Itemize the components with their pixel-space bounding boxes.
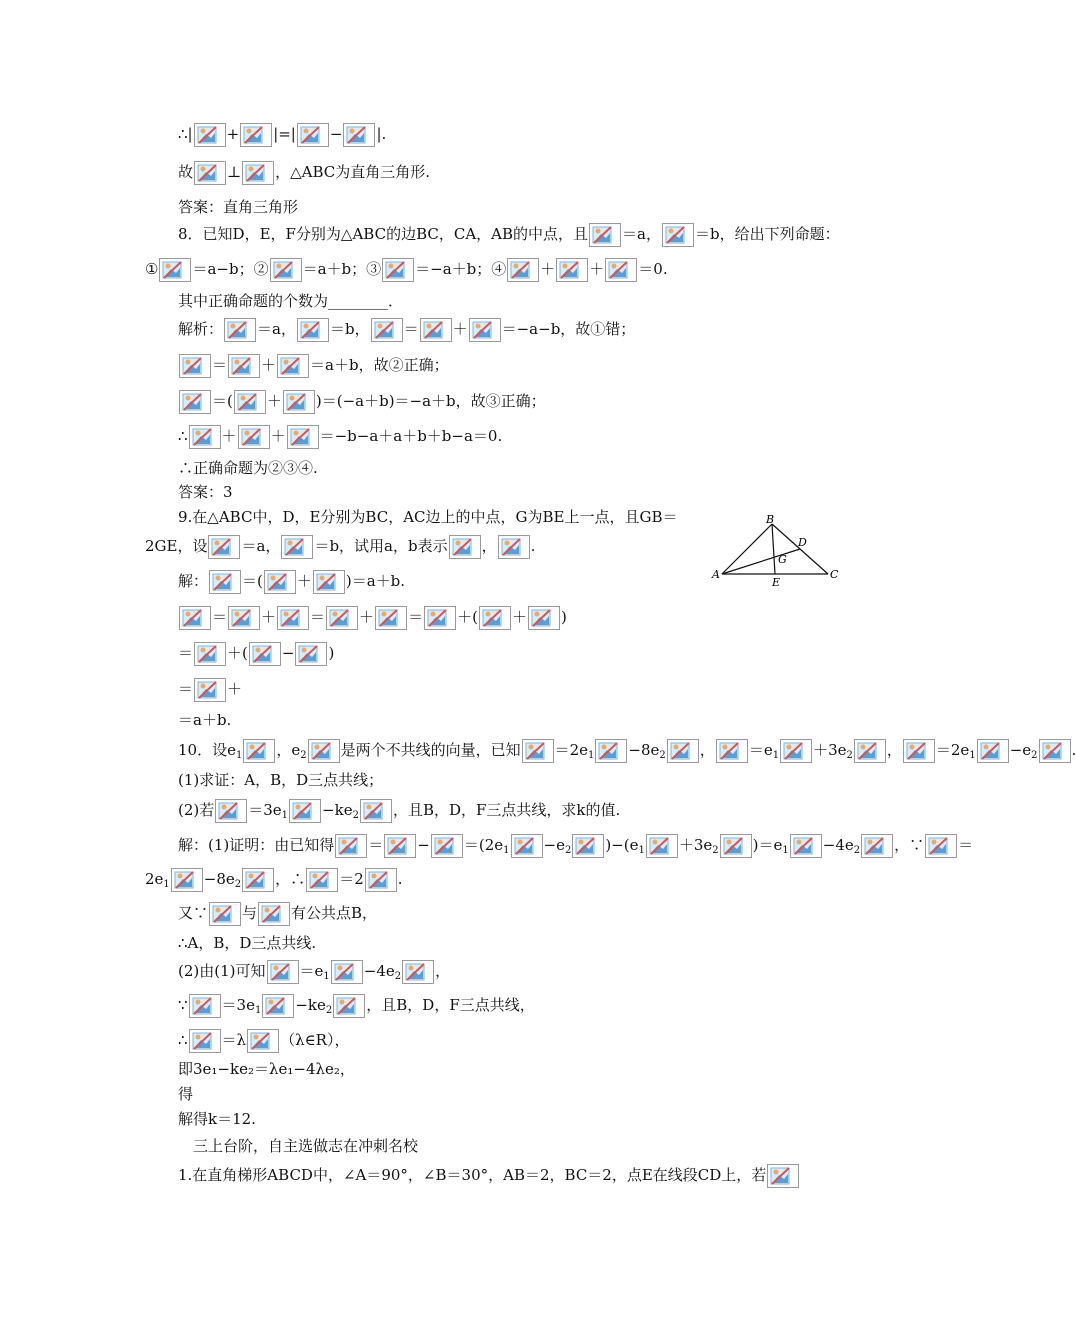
text-segment: . (1071, 741, 1076, 759)
broken-image-icon (420, 318, 452, 342)
text-segment: 2e (145, 870, 164, 888)
broken-image-icon (179, 390, 211, 414)
text-segment: ＝−a＋b；④ (415, 260, 507, 278)
text-segment: ＝ (310, 608, 326, 626)
broken-image-icon (209, 570, 241, 594)
text-segment: ∴| (178, 125, 193, 143)
text-segment: ＝e (299, 962, 324, 980)
broken-image-icon (189, 1029, 221, 1053)
subscript: 1 (782, 845, 789, 856)
text-segment: 答案：直角三角形 (178, 198, 299, 216)
broken-image-icon (326, 606, 358, 630)
broken-image-icon (667, 739, 699, 763)
text-segment: )＝(−a＋b)＝−a＋b，故③正确； (315, 392, 546, 410)
subscript: 1 (254, 1005, 262, 1016)
text-line-l10 (178, 423, 502, 449)
text-segment: ＝ (212, 356, 228, 374)
text-segment: |=| (273, 125, 296, 143)
label-b: B (766, 513, 775, 526)
broken-image-icon (365, 868, 397, 892)
text-segment: ＝a， (241, 537, 281, 555)
text-line-l8 (178, 352, 449, 378)
broken-image-icon (716, 739, 748, 763)
broken-image-icon (189, 994, 221, 1018)
text-segment: ，∵ (894, 836, 925, 854)
broken-image-icon (228, 354, 260, 378)
text-segment: 三上台阶，自主选做志在冲刺名校 (193, 1137, 419, 1155)
broken-image-icon (242, 868, 274, 892)
broken-image-icon (228, 606, 260, 630)
text-segment: |. (376, 125, 387, 143)
text-line-l23 (178, 832, 973, 858)
text-segment: ＝3e (221, 996, 255, 1014)
text-segment: ＋ (227, 680, 243, 698)
broken-image-icon (343, 123, 375, 147)
text-segment: ＝3e (248, 801, 282, 819)
broken-image-icon (595, 739, 627, 763)
broken-image-icon (1039, 739, 1071, 763)
broken-image-icon (925, 834, 957, 858)
broken-image-icon (224, 318, 256, 342)
text-segment: ＝−b−a＋a＋b＋b−a＝0. (319, 427, 503, 445)
text-segment: )＝e (752, 836, 783, 854)
broken-image-icon (289, 799, 321, 823)
broken-image-icon (790, 834, 822, 858)
subscript: 1 (163, 879, 170, 890)
text-line-l13 (178, 504, 678, 530)
subscript: 2 (659, 750, 666, 761)
broken-image-icon (243, 739, 275, 763)
broken-image-icon (159, 258, 191, 282)
text-segment: 即3e₁−ke₂＝λe₁−4λe₂， (178, 1060, 355, 1078)
broken-image-icon (194, 678, 226, 702)
text-segment: ＝b， (329, 320, 370, 338)
broken-image-icon (469, 318, 501, 342)
text-segment: ，△ABC为直角三角形. (275, 163, 431, 181)
text-segment: 故 (178, 163, 194, 181)
text-segment: ＝a， (622, 225, 661, 243)
broken-image-icon (179, 354, 211, 378)
text-segment: −ke (295, 996, 326, 1014)
text-segment: ，e (276, 741, 301, 759)
text-segment: ＋3e (813, 741, 847, 759)
text-segment: ＋ (296, 572, 312, 590)
broken-image-icon (234, 390, 266, 414)
subscript: 2 (1031, 750, 1038, 761)
text-segment: ＝a， (257, 320, 296, 338)
text-line-l18 (178, 676, 242, 702)
broken-image-icon (589, 223, 621, 247)
text-segment: 10．设e (178, 741, 236, 759)
broken-image-icon (270, 258, 302, 282)
label-d: D (798, 536, 807, 549)
text-line-l2 (178, 159, 430, 185)
text-line-l24 (145, 866, 403, 892)
text-segment: ＝0. (638, 260, 668, 278)
text-segment: 又∵ (178, 904, 209, 922)
text-line-l6 (178, 288, 403, 314)
broken-image-icon (277, 606, 309, 630)
text-segment: 解：(1)证明：由已知得 (178, 836, 335, 854)
text-segment: ＝λ (221, 1031, 247, 1049)
text-segment: ∴正确命题为②③④. (178, 459, 318, 477)
broken-image-icon (281, 535, 313, 559)
subscript: 1 (235, 750, 243, 761)
text-segment: 解析： (178, 320, 224, 338)
broken-image-icon (861, 834, 893, 858)
text-line-l28 (178, 992, 535, 1018)
text-segment: −8e (203, 870, 235, 888)
text-segment: −4e (363, 962, 395, 980)
subscript: 2 (352, 810, 359, 821)
text-segment: ∴A，B，D三点共线. (178, 934, 317, 952)
text-segment: ＝ (178, 644, 194, 662)
text-segment: + (226, 125, 240, 143)
text-segment: ， (886, 741, 902, 759)
text-segment: ＋ (511, 608, 527, 626)
text-segment: ＝2 (339, 870, 364, 888)
text-segment: (2)由(1)可知 (178, 962, 266, 980)
broken-image-icon (283, 390, 315, 414)
broken-image-icon (767, 1164, 799, 1188)
text-segment: ＋ (359, 608, 375, 626)
broken-image-icon (194, 123, 226, 147)
broken-image-icon (240, 123, 272, 147)
text-segment: 8．已知D，E，F分别为△ABC的边BC，CA，AB的中点，且 (178, 225, 589, 243)
text-segment: ， (435, 962, 451, 980)
subscript: 2 (234, 879, 242, 890)
broken-image-icon (646, 834, 678, 858)
broken-image-icon (854, 739, 886, 763)
broken-image-icon (331, 960, 363, 984)
text-segment: ＝ (368, 836, 384, 854)
broken-image-icon (194, 161, 226, 185)
text-line-l11 (178, 455, 318, 481)
text-segment: ＝2e (554, 741, 589, 759)
broken-image-icon (295, 642, 327, 666)
text-line-l15 (178, 568, 405, 594)
broken-image-icon (215, 799, 247, 823)
subscript: 2 (853, 845, 861, 856)
text-segment: 其中正确命题的个数为________． (178, 292, 404, 310)
broken-image-icon (264, 570, 296, 594)
broken-image-icon (247, 1029, 279, 1053)
broken-image-icon (977, 739, 1009, 763)
text-line-l22 (178, 797, 620, 823)
text-segment: ＝(2e (463, 836, 504, 854)
broken-image-icon (402, 960, 434, 984)
broken-image-icon (498, 535, 530, 559)
text-segment: 9.在△ABC中，D，E分别为BC，AC边上的中点，G为BE上一点，且GB＝ (178, 508, 678, 526)
subscript: 2 (846, 750, 853, 761)
text-line-l21 (178, 767, 383, 793)
text-segment: −8e (628, 741, 660, 759)
broken-image-icon (208, 535, 240, 559)
broken-image-icon (720, 834, 752, 858)
text-segment: ＋ (540, 260, 556, 278)
text-line-l4a (178, 221, 840, 247)
text-segment: ＝−a−b，故①错； (501, 320, 636, 338)
text-segment: ，且B，D，F三点共线，求k的值. (392, 801, 621, 819)
text-segment: )＝a＋b. (345, 572, 406, 590)
triangle-figure (712, 512, 842, 590)
text-line-l14 (145, 533, 535, 559)
broken-image-icon (780, 739, 812, 763)
broken-image-icon (556, 258, 588, 282)
text-segment: ＝ (212, 608, 228, 626)
broken-image-icon (267, 960, 299, 984)
text-segment: ＋ (261, 608, 277, 626)
text-segment: 得 (178, 1085, 194, 1103)
text-line-l17 (178, 640, 334, 666)
subscript: 2 (712, 845, 719, 856)
text-segment: − (329, 125, 343, 143)
text-segment: ) (560, 608, 567, 626)
subscript: 2 (564, 845, 572, 856)
broken-image-icon (194, 642, 226, 666)
text-segment: 2GE，设 (145, 537, 208, 555)
broken-image-icon (258, 902, 290, 926)
broken-image-icon (306, 868, 338, 892)
text-line-l16 (178, 604, 567, 630)
text-segment: ∵ (178, 996, 188, 1014)
text-segment: ，且B，D，F三点共线， (366, 996, 535, 1014)
subscript: 1 (772, 750, 780, 761)
text-segment: ＝( (212, 392, 233, 410)
broken-image-icon (297, 318, 329, 342)
text-segment: ＝ (403, 320, 419, 338)
text-segment: . (397, 870, 403, 888)
broken-image-icon (209, 902, 241, 926)
label-a: A (712, 568, 720, 581)
broken-image-icon (308, 739, 340, 763)
broken-image-icon (522, 739, 554, 763)
text-segment: − (417, 836, 430, 854)
broken-image-icon (297, 123, 329, 147)
text-segment: 与 (242, 904, 258, 922)
text-segment: (1)求证：A，B，D三点共线； (178, 771, 384, 789)
text-segment: ＝a＋b；③ (302, 260, 382, 278)
broken-image-icon (903, 739, 935, 763)
text-line-l33 (193, 1133, 418, 1159)
text-segment: −e (1009, 741, 1032, 759)
text-segment: 答案：3 (178, 483, 233, 501)
text-segment: 解得k＝12. (178, 1110, 256, 1128)
broken-image-icon (511, 834, 543, 858)
text-segment: ＋( (227, 644, 248, 662)
broken-image-icon (479, 606, 511, 630)
broken-image-icon (249, 642, 281, 666)
text-line-l32 (178, 1106, 256, 1132)
text-segment: ＝b，给出下列命题： (694, 225, 840, 243)
text-segment: −ke (322, 801, 353, 819)
text-segment: ＝a−b；② (192, 260, 269, 278)
text-segment: ＋3e (678, 836, 713, 854)
text-line-l25 (178, 900, 377, 926)
text-segment: ＝ (178, 680, 194, 698)
text-segment: ⊥ (227, 163, 242, 181)
text-segment: )−(e (605, 836, 639, 854)
text-line-l31 (178, 1081, 193, 1107)
broken-image-icon (242, 161, 274, 185)
text-segment: 1.在直角梯形ABCD中，∠A＝90°，∠B＝30°，AB＝2，BC＝2，点E在线段CD上，若 (178, 1166, 767, 1184)
text-segment: ，∴ (275, 870, 306, 888)
broken-image-icon (287, 425, 319, 449)
broken-image-icon (507, 258, 539, 282)
broken-image-icon (179, 606, 211, 630)
text-line-l5 (145, 256, 668, 282)
broken-image-icon (449, 535, 481, 559)
broken-image-icon (382, 258, 414, 282)
label-g: G (778, 553, 787, 566)
segment-be (772, 524, 775, 574)
subscript: 2 (300, 750, 307, 761)
broken-image-icon (189, 425, 221, 449)
text-line-l1 (178, 121, 386, 147)
text-segment: ＝b，试用a，b表示 (314, 537, 448, 555)
text-segment: 有公共点B， (291, 904, 378, 922)
subscript: 1 (588, 750, 595, 761)
text-segment: ＝a＋b. (178, 711, 232, 729)
text-segment: ＋( (457, 608, 478, 626)
text-segment: ＋ (589, 260, 605, 278)
text-segment: ) (328, 644, 335, 662)
broken-image-icon (371, 318, 403, 342)
text-segment: ＋ (452, 320, 468, 338)
text-segment: ＝ (958, 836, 974, 854)
label-e: E (772, 576, 781, 589)
text-segment: . (530, 537, 536, 555)
broken-image-icon (333, 994, 365, 1018)
broken-image-icon (384, 834, 416, 858)
subscript: 1 (281, 810, 289, 821)
text-segment: 解： (178, 572, 209, 590)
text-segment: ＝( (242, 572, 263, 590)
text-segment: ∴ (178, 1031, 188, 1049)
broken-image-icon (238, 425, 270, 449)
text-segment: ＋ (266, 392, 282, 410)
text-segment: ① (145, 260, 159, 278)
broken-image-icon (313, 570, 345, 594)
subscript: 1 (638, 845, 645, 856)
text-line-l30 (178, 1056, 355, 1082)
broken-image-icon (662, 223, 694, 247)
text-line-l27 (178, 958, 450, 984)
text-line-l20 (178, 737, 1076, 763)
text-line-l7 (178, 316, 635, 342)
text-segment: −e (543, 836, 565, 854)
text-segment: ， (481, 537, 497, 555)
text-line-l19 (178, 707, 231, 733)
text-line-l34 (178, 1162, 800, 1188)
text-segment: ＝a＋b，故②正确； (310, 356, 449, 374)
broken-image-icon (528, 606, 560, 630)
text-segment: − (281, 644, 295, 662)
broken-image-icon (335, 834, 367, 858)
text-segment: ＝2e (935, 741, 970, 759)
text-segment: （λ∈R）， (280, 1031, 350, 1049)
broken-image-icon (605, 258, 637, 282)
text-segment: ∴ (178, 427, 188, 445)
text-segment: ， (699, 741, 715, 759)
subscript: 2 (394, 971, 402, 982)
text-segment: ＝e (748, 741, 773, 759)
broken-image-icon (171, 868, 203, 892)
text-segment: ＋ (270, 427, 286, 445)
broken-image-icon (262, 994, 294, 1018)
text-segment: ＋ (221, 427, 237, 445)
text-segment: ＝ (408, 608, 424, 626)
broken-image-icon (375, 606, 407, 630)
text-line-l3 (178, 194, 298, 220)
subscript: 1 (503, 845, 510, 856)
label-c: C (830, 568, 839, 581)
subscript: 1 (323, 971, 330, 982)
text-line-l26 (178, 930, 316, 956)
text-segment: ＋ (261, 356, 277, 374)
text-line-l29 (178, 1027, 349, 1053)
broken-image-icon (431, 834, 463, 858)
subscript: 1 (969, 750, 976, 761)
text-line-l12 (178, 479, 233, 505)
text-line-l9 (178, 388, 546, 414)
broken-image-icon (360, 799, 392, 823)
text-segment: (2)若 (178, 801, 215, 819)
text-segment: −4e (822, 836, 854, 854)
text-segment: 是两个不共线的向量，已知 (340, 741, 521, 759)
broken-image-icon (572, 834, 604, 858)
subscript: 2 (325, 1005, 333, 1016)
broken-image-icon (277, 354, 309, 378)
broken-image-icon (424, 606, 456, 630)
